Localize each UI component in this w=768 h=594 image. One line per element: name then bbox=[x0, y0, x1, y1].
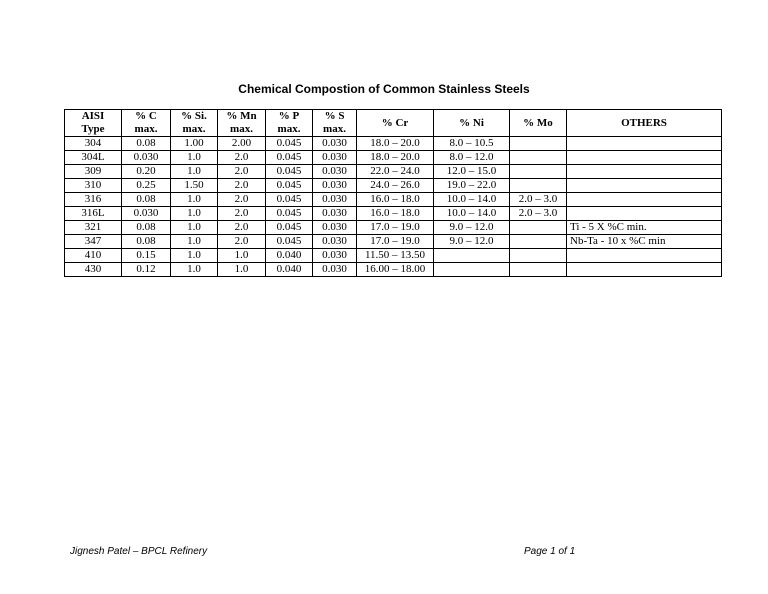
cell-manganese: 2.0 bbox=[218, 235, 266, 249]
cell-phosphorus: 0.040 bbox=[266, 263, 313, 277]
header-molybdenum bbox=[510, 110, 567, 137]
cell-manganese: 2.0 bbox=[218, 221, 266, 235]
header-phosphorus bbox=[266, 110, 313, 137]
cell-nickel: 9.0 – 12.0 bbox=[434, 221, 510, 235]
cell-carbon: 0.15 bbox=[122, 249, 171, 263]
cell-aisi-type: 304L bbox=[65, 151, 122, 165]
table-header-row bbox=[65, 110, 722, 137]
cell-silicon: 1.00 bbox=[171, 137, 218, 151]
cell-silicon: 1.0 bbox=[171, 207, 218, 221]
cell-molybdenum bbox=[510, 221, 567, 235]
cell-chromium: 17.0 – 19.0 bbox=[357, 221, 434, 235]
footer-page-number: Page 1 of 1 bbox=[524, 546, 576, 557]
header-manganese bbox=[218, 110, 266, 137]
header-label: % Cr bbox=[381, 116, 409, 129]
cell-molybdenum: 2.0 – 3.0 bbox=[510, 207, 567, 221]
cell-others: Ti - 5 X %C min. bbox=[567, 221, 722, 235]
cell-others bbox=[567, 249, 722, 263]
cell-silicon: 1.0 bbox=[171, 151, 218, 165]
cell-sulfur: 0.030 bbox=[313, 165, 357, 179]
cell-carbon: 0.08 bbox=[122, 193, 171, 207]
cell-nickel: 10.0 – 14.0 bbox=[434, 207, 510, 221]
cell-phosphorus: 0.040 bbox=[266, 249, 313, 263]
header-sublabel: Type bbox=[81, 123, 105, 135]
header-nickel bbox=[434, 110, 510, 137]
cell-chromium: 16.00 – 18.00 bbox=[357, 263, 434, 277]
header-sublabel: max. bbox=[323, 123, 346, 135]
cell-aisi-type: 316L bbox=[65, 207, 122, 221]
cell-manganese: 1.0 bbox=[218, 263, 266, 277]
cell-molybdenum bbox=[510, 165, 567, 179]
cell-manganese: 2.0 bbox=[218, 151, 266, 165]
cell-manganese: 2.0 bbox=[218, 179, 266, 193]
cell-silicon: 1.0 bbox=[171, 263, 218, 277]
cell-carbon: 0.08 bbox=[122, 137, 171, 151]
cell-manganese: 2.0 bbox=[218, 193, 266, 207]
cell-chromium: 16.0 – 18.0 bbox=[357, 193, 434, 207]
cell-chromium: 16.0 – 18.0 bbox=[357, 207, 434, 221]
cell-carbon: 0.25 bbox=[122, 179, 171, 193]
cell-aisi-type: 347 bbox=[65, 235, 122, 249]
cell-chromium: 24.0 – 26.0 bbox=[357, 179, 434, 193]
header-sublabel: max. bbox=[230, 123, 253, 135]
cell-sulfur: 0.030 bbox=[313, 193, 357, 207]
composition-table bbox=[64, 109, 722, 277]
header-sublabel: max. bbox=[277, 123, 301, 135]
cell-nickel: 8.0 – 10.5 bbox=[434, 137, 510, 151]
cell-phosphorus: 0.045 bbox=[266, 221, 313, 235]
cell-manganese: 2.00 bbox=[218, 137, 266, 151]
cell-aisi-type: 410 bbox=[65, 249, 122, 263]
cell-carbon: 0.08 bbox=[122, 221, 171, 235]
cell-sulfur: 0.030 bbox=[313, 179, 357, 193]
cell-molybdenum bbox=[510, 137, 567, 151]
cell-aisi-type: 430 bbox=[65, 263, 122, 277]
cell-sulfur: 0.030 bbox=[313, 263, 357, 277]
cell-silicon: 1.0 bbox=[171, 193, 218, 207]
cell-chromium: 22.0 – 24.0 bbox=[357, 165, 434, 179]
cell-chromium: 17.0 – 19.0 bbox=[357, 235, 434, 249]
cell-phosphorus: 0.045 bbox=[266, 165, 313, 179]
cell-others bbox=[567, 179, 722, 193]
header-sulfur bbox=[313, 110, 357, 137]
header-label: % P bbox=[278, 110, 300, 122]
header-label: % Si. bbox=[181, 110, 207, 122]
header-carbon bbox=[122, 110, 171, 137]
cell-aisi-type: 304 bbox=[65, 137, 122, 151]
header-label: % S bbox=[324, 110, 345, 122]
cell-sulfur: 0.030 bbox=[313, 249, 357, 263]
cell-nickel: 9.0 – 12.0 bbox=[434, 235, 510, 249]
cell-sulfur: 0.030 bbox=[313, 235, 357, 249]
cell-silicon: 1.0 bbox=[171, 249, 218, 263]
cell-silicon: 1.0 bbox=[171, 221, 218, 235]
header-chromium bbox=[357, 110, 434, 137]
table-body bbox=[65, 137, 722, 277]
cell-silicon: 1.0 bbox=[171, 235, 218, 249]
cell-carbon: 0.030 bbox=[122, 151, 171, 165]
table-row bbox=[65, 165, 722, 179]
cell-others: Nb-Ta - 10 x %C min bbox=[567, 235, 722, 249]
cell-carbon: 0.08 bbox=[122, 235, 171, 249]
cell-sulfur: 0.030 bbox=[313, 137, 357, 151]
header-label: % C bbox=[135, 110, 157, 122]
cell-manganese: 2.0 bbox=[218, 165, 266, 179]
cell-silicon: 1.0 bbox=[171, 165, 218, 179]
cell-others bbox=[567, 263, 722, 277]
cell-manganese: 2.0 bbox=[218, 207, 266, 221]
header-silicon bbox=[171, 110, 218, 137]
table-row bbox=[65, 137, 722, 151]
cell-nickel bbox=[434, 249, 510, 263]
cell-phosphorus: 0.045 bbox=[266, 179, 313, 193]
table-row bbox=[65, 235, 722, 249]
header-aisi-type bbox=[65, 110, 122, 137]
cell-others bbox=[567, 151, 722, 165]
header-others bbox=[567, 110, 722, 137]
cell-aisi-type: 310 bbox=[65, 179, 122, 193]
footer-author: Jignesh Patel – BPCL Refinery bbox=[70, 546, 208, 557]
cell-nickel: 12.0 – 15.0 bbox=[434, 165, 510, 179]
table-row bbox=[65, 151, 722, 165]
cell-silicon: 1.50 bbox=[171, 179, 218, 193]
table-row bbox=[65, 249, 722, 263]
cell-nickel: 10.0 – 14.0 bbox=[434, 193, 510, 207]
cell-aisi-type: 309 bbox=[65, 165, 122, 179]
table-row bbox=[65, 193, 722, 207]
cell-molybdenum bbox=[510, 151, 567, 165]
cell-chromium: 11.50 – 13.50 bbox=[357, 249, 434, 263]
table-row bbox=[65, 221, 722, 235]
header-label: OTHERS bbox=[621, 116, 667, 129]
cell-aisi-type: 316 bbox=[65, 193, 122, 207]
cell-sulfur: 0.030 bbox=[313, 207, 357, 221]
cell-nickel: 8.0 – 12.0 bbox=[434, 151, 510, 165]
cell-aisi-type: 321 bbox=[65, 221, 122, 235]
cell-sulfur: 0.030 bbox=[313, 151, 357, 165]
header-label: % Mo bbox=[523, 116, 553, 129]
table-row bbox=[65, 263, 722, 277]
cell-sulfur: 0.030 bbox=[313, 221, 357, 235]
cell-carbon: 0.030 bbox=[122, 207, 171, 221]
cell-nickel bbox=[434, 263, 510, 277]
header-sublabel: max. bbox=[182, 123, 206, 135]
cell-molybdenum: 2.0 – 3.0 bbox=[510, 193, 567, 207]
cell-others bbox=[567, 165, 722, 179]
cell-phosphorus: 0.045 bbox=[266, 137, 313, 151]
header-label: % Ni bbox=[459, 116, 484, 129]
header-sublabel: max. bbox=[134, 123, 158, 135]
cell-phosphorus: 0.045 bbox=[266, 207, 313, 221]
cell-molybdenum bbox=[510, 249, 567, 263]
document-title: Chemical Compostion of Common Stainless Steels bbox=[238, 82, 530, 96]
table-row bbox=[65, 179, 722, 193]
cell-phosphorus: 0.045 bbox=[266, 235, 313, 249]
header-label: AISI bbox=[81, 110, 105, 122]
cell-others bbox=[567, 207, 722, 221]
cell-nickel: 19.0 – 22.0 bbox=[434, 179, 510, 193]
cell-molybdenum bbox=[510, 263, 567, 277]
cell-phosphorus: 0.045 bbox=[266, 193, 313, 207]
table-row bbox=[65, 207, 722, 221]
cell-carbon: 0.12 bbox=[122, 263, 171, 277]
header-label: % Mn bbox=[226, 110, 257, 122]
cell-others bbox=[567, 137, 722, 151]
cell-manganese: 1.0 bbox=[218, 249, 266, 263]
cell-molybdenum bbox=[510, 235, 567, 249]
cell-chromium: 18.0 – 20.0 bbox=[357, 137, 434, 151]
cell-molybdenum bbox=[510, 179, 567, 193]
cell-phosphorus: 0.045 bbox=[266, 151, 313, 165]
cell-others bbox=[567, 193, 722, 207]
cell-carbon: 0.20 bbox=[122, 165, 171, 179]
cell-chromium: 18.0 – 20.0 bbox=[357, 151, 434, 165]
